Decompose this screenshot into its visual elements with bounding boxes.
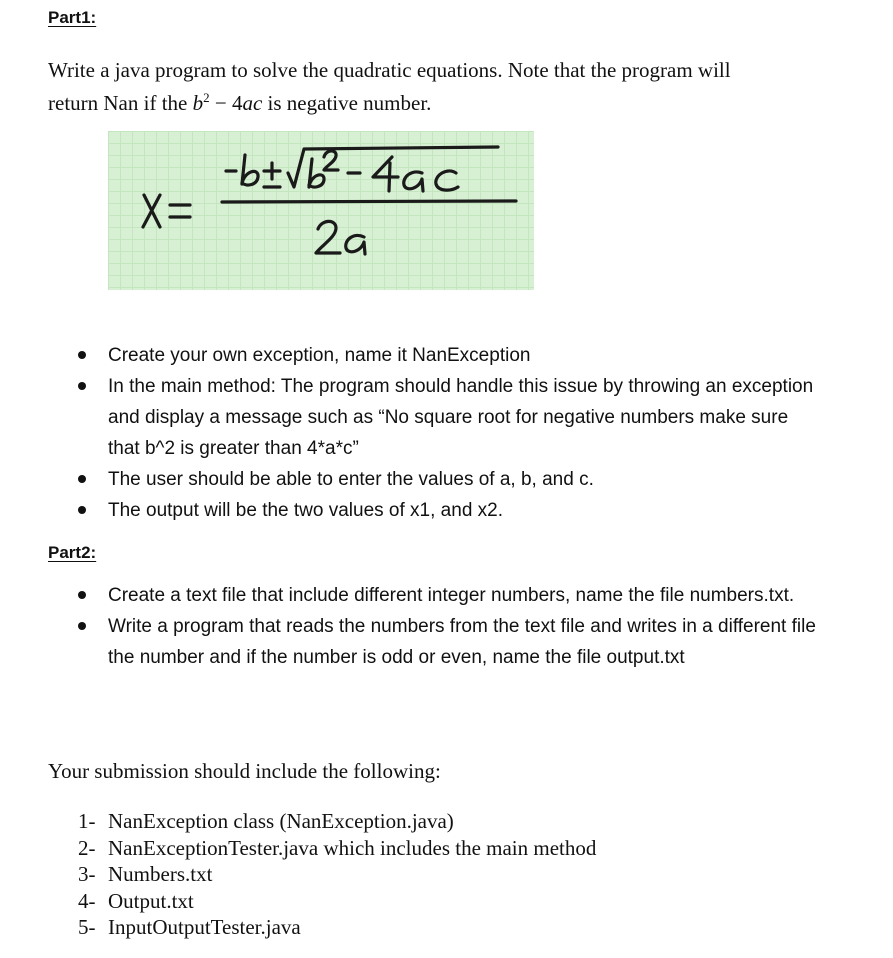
list-item: Create a text file that include different integer numbers, name the file numbers.txt. (72, 580, 817, 611)
formula-b2 (309, 159, 324, 187)
list-item: The output will be the two values of x1, and x2. (72, 495, 817, 526)
intro-line-2: return Nan if the $b^2 - 4ac$ is negative number. (48, 90, 432, 115)
formula-exponent (324, 151, 338, 170)
list-item: In the main method: The program should handle this issue by throwing an exception and display a message such as “No square root for negative numbers make sure that b^2 is greater than 4*a*c” (72, 371, 817, 464)
list-item: 4- Output.txt (78, 888, 194, 913)
quadratic-formula-drawing (108, 131, 534, 290)
part1-bullet-list (72, 340, 817, 526)
formula-a (404, 172, 423, 191)
bullet-icon (78, 622, 86, 630)
formula-b (242, 155, 258, 185)
part2-bullet-list (72, 580, 817, 673)
list-item: 3- Numbers.txt (78, 862, 213, 886)
part1-heading: Part1: (48, 8, 97, 27)
formula-c (436, 171, 458, 190)
formula-denominator-2 (316, 221, 340, 253)
formula-four (373, 157, 398, 191)
list-item: 2- NanExceptionTester.java which includes the main method (78, 835, 597, 860)
list-item: Create your own exception, name it NanException (72, 340, 817, 371)
quadratic-formula-image (108, 131, 534, 290)
list-item: Write a program that reads the numbers from the text file and writes in a different file the number and if the number is odd or even, name the file output.txt (72, 611, 817, 673)
formula-denominator-a (346, 235, 365, 254)
bullet-icon (78, 351, 86, 359)
bullet-icon (78, 382, 86, 390)
bullet-icon (78, 506, 86, 514)
submission-list (78, 808, 596, 941)
list-item: The user should be able to enter the values of a, b, and c. (72, 464, 817, 495)
list-item: 1- NanException class (NanException.java) (78, 809, 454, 833)
formula-x (143, 195, 160, 227)
formula-plus-minus (264, 163, 280, 187)
formula-equals (170, 205, 190, 217)
formula-sqrt (288, 147, 498, 187)
part1-intro (48, 56, 848, 117)
bullet-icon (78, 591, 86, 599)
intro-line-1: Write a java program to solve the quadratic equations. Note that the program will (48, 58, 731, 82)
formula-fraction-bar (222, 201, 516, 202)
submission-intro: Your submission should include the following: (48, 759, 441, 783)
bullet-icon (78, 475, 86, 483)
part2-heading: Part2: (48, 543, 97, 562)
list-item: 5- InputOutputTester.java (78, 915, 301, 939)
